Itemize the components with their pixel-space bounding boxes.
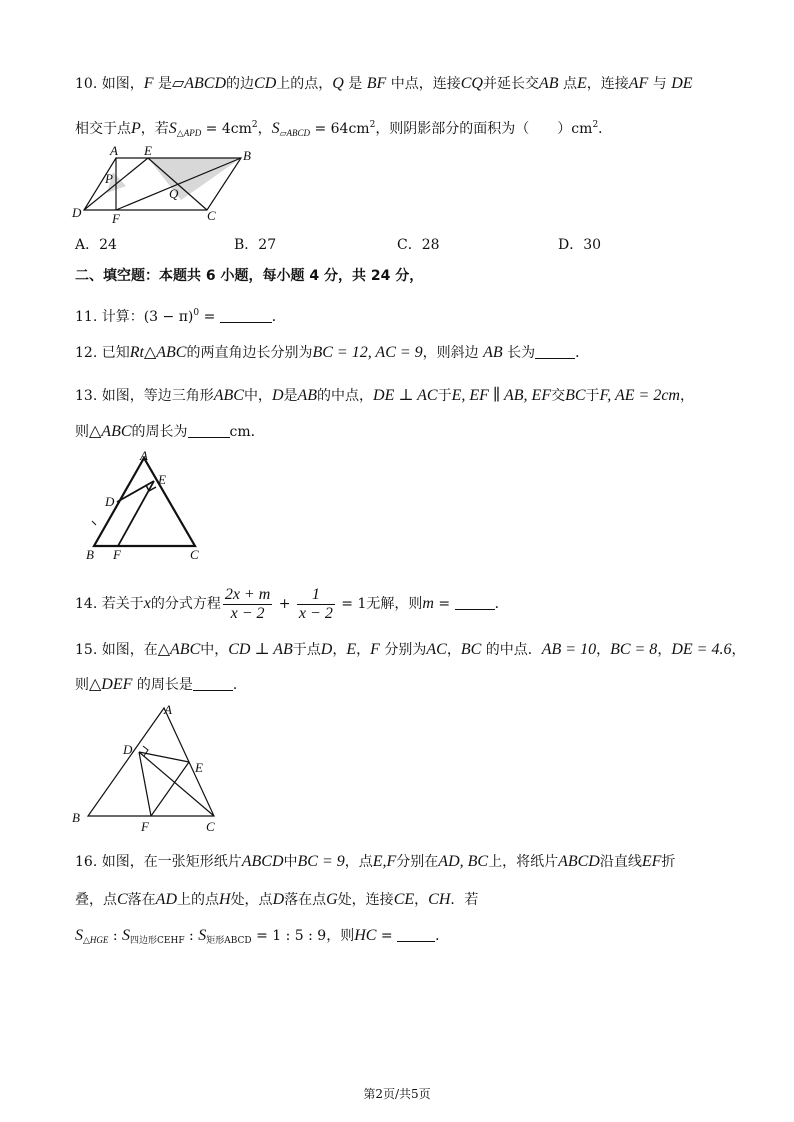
q16-line1 <box>75 852 675 872</box>
q15-line1 <box>75 640 745 660</box>
q11 <box>75 303 286 327</box>
q10-var: Q <box>332 75 344 92</box>
q13-label-c: C <box>190 547 199 562</box>
q15-label-a: A <box>164 702 172 717</box>
q16-text: 分别在 <box>396 854 439 870</box>
q15-text: ． <box>232 677 247 693</box>
q16-ratio: = 1 : 5 : 9 <box>251 928 327 944</box>
q10-parallelogram: ▱ABCD <box>171 75 227 92</box>
q14-text: ． <box>494 596 509 612</box>
q10-var: AB <box>538 75 559 92</box>
q15-text: ， <box>356 642 371 658</box>
q16-line2 <box>75 890 478 910</box>
q10-text: ，则阴影部分的面积为（ ）cm <box>375 121 593 137</box>
q10-text: 并延长交 <box>482 76 539 92</box>
q16-text: 处，连接 <box>337 892 394 908</box>
q16-text: 中 <box>283 854 298 870</box>
q15-text: ， <box>332 642 347 658</box>
q10-number: 10. 如图， <box>75 76 144 92</box>
q10-label-c: C <box>207 208 216 223</box>
q16-value: BC = 9 <box>297 853 345 870</box>
q13-label-a: A <box>140 448 148 463</box>
q14 <box>75 584 509 624</box>
q16-var: D <box>272 891 285 908</box>
q14-var: x <box>143 595 151 612</box>
q16-var: AD, BC <box>438 853 489 870</box>
q13-text: ， <box>679 388 694 404</box>
q15-text: 的周长是 <box>132 677 193 693</box>
q16-var: G <box>326 891 338 908</box>
q16-var: CH <box>428 891 451 908</box>
q14-text: = 1 <box>336 596 367 612</box>
q16-answer-blank <box>397 927 435 942</box>
q12 <box>75 343 589 363</box>
q13-label-d: D <box>105 494 115 509</box>
q10-text: 是 <box>153 76 172 92</box>
q13-condition: F, AE = 2cm <box>599 387 680 404</box>
q13-var: AB <box>297 387 318 404</box>
q10-var: F <box>143 75 154 92</box>
q10-value: = 64cm <box>310 121 370 137</box>
q16-text: 处，点 <box>230 892 273 908</box>
q15-text: 中， <box>200 642 229 658</box>
q10-text: 点 <box>558 76 577 92</box>
q13-condition: DE ⊥ AC <box>373 387 438 404</box>
q13-text: 交 <box>551 388 566 404</box>
q15-label-c: C <box>206 819 215 834</box>
q12-text: ． <box>575 345 590 361</box>
q16-var: ABCD <box>241 853 284 870</box>
q15-text: 则 <box>75 677 89 693</box>
q10-choice-b: B．27 <box>234 237 277 253</box>
q13-text: cm． <box>229 424 265 440</box>
q15-var: E <box>346 641 357 658</box>
q16-line3 <box>75 926 449 951</box>
q15-text: ， <box>596 642 611 658</box>
q10-superscript: 2 <box>369 120 376 130</box>
q15-value: DE = 4.6 <box>671 641 732 658</box>
q16-text: ，点 <box>344 854 373 870</box>
q14-text: 14. 若关于 <box>75 596 144 612</box>
q16-var: ABCD <box>558 853 600 870</box>
q12-text: 长为 <box>502 345 536 361</box>
q10-label-a: A <box>110 143 118 158</box>
q15-var: BC <box>460 641 482 658</box>
q16-text: 上，将纸片 <box>488 854 559 870</box>
q10-figure <box>68 142 268 227</box>
q13-text: 则 <box>75 424 89 440</box>
q16-var: HC <box>354 927 377 944</box>
q10-text: ，若 <box>140 121 169 137</box>
q16-var: H <box>219 891 231 908</box>
q15-value: BC = 8 <box>610 641 658 658</box>
q10-text: 相交于点 <box>75 121 131 137</box>
q11-text: ． <box>271 309 286 325</box>
q16-text: : <box>184 928 199 944</box>
q13-text: 于 <box>585 388 600 404</box>
q13-line1 <box>75 386 694 406</box>
q14-numerator: 2x + m <box>224 585 271 603</box>
q15-text: ， <box>446 642 461 658</box>
q15-label-b: B <box>72 810 80 825</box>
q13-figure <box>80 446 210 568</box>
q13-var: BC <box>565 387 586 404</box>
q14-fraction-2 <box>297 586 335 623</box>
q15-line2 <box>75 675 247 695</box>
q10-label-f: F <box>112 211 120 226</box>
q15-label-e: E <box>195 760 203 775</box>
q11-answer-blank <box>220 308 272 323</box>
q14-var: m <box>422 595 434 612</box>
q11-exponent: 0 <box>193 308 200 318</box>
q15-right-angle-mark <box>143 746 148 756</box>
q14-fraction-1 <box>223 586 272 623</box>
q14-text: = <box>433 596 455 612</box>
q13-text: 13. 如图，等边三角形 <box>75 388 214 404</box>
q12-text: ，则斜边 <box>422 345 484 361</box>
q15-text: ， <box>657 642 672 658</box>
section-heading: 二、填空题：本题共 6 小题，每小题 4 分，共 24 分， <box>75 268 424 284</box>
q13-tick-mark <box>92 521 96 525</box>
q13-var: ABC <box>213 387 244 404</box>
q15-text: ， <box>731 642 746 658</box>
q16-var: CE <box>393 891 415 908</box>
q16-text: 沿直线 <box>599 854 642 870</box>
q10-label-d: D <box>72 205 82 220</box>
q15-label-d: D <box>123 742 133 757</box>
q10-superscript: 2 <box>251 120 258 130</box>
q13-answer-blank <box>188 423 230 438</box>
q10-text: 中点，连接 <box>386 76 461 92</box>
q10-text: ． <box>598 121 613 137</box>
q13-triangle: △ABC <box>89 423 132 440</box>
q10-area-symbol: S <box>168 120 177 137</box>
q16-area-symbol: S <box>198 927 207 944</box>
q11-text: = <box>199 309 220 325</box>
q14-answer-blank <box>455 595 495 610</box>
q10-var: E <box>576 75 587 92</box>
q11-text: 11. 计算： <box>75 309 144 325</box>
q16-text: 落在 <box>127 892 156 908</box>
q10-subscript: △APD <box>176 128 202 138</box>
q15-text: 于点 <box>292 642 321 658</box>
q16-text: ． <box>435 928 450 944</box>
q10-value: = 4cm <box>201 121 252 137</box>
q15-figure <box>68 700 228 838</box>
q15-segment-de <box>139 752 189 762</box>
q13-label-f: F <box>113 547 121 562</box>
q16-text: : <box>108 928 123 944</box>
q16-subscript: △HGE <box>83 935 109 945</box>
q10-choice-a: A．24 <box>75 237 117 253</box>
q14-numerator: 1 <box>297 586 335 605</box>
q16-text: 叠，点 <box>75 892 117 908</box>
q13-label-e: E <box>158 472 166 487</box>
q10-var: CD <box>254 75 277 92</box>
q12-triangle: Rt△ABC <box>129 344 187 361</box>
q10-choice-d: D．30 <box>558 237 602 253</box>
q16-text: ．若 <box>450 892 479 908</box>
q16-var: C <box>117 891 128 908</box>
q13-text: 是 <box>283 388 298 404</box>
q16-text: = <box>376 928 398 944</box>
q10-label-q: Q <box>169 186 179 201</box>
q12-text: 的两直角边长分别为 <box>186 345 313 361</box>
q10-label-b: B <box>243 148 251 163</box>
q13-label-b: B <box>86 547 94 562</box>
page-footer: 第2页/共5页 <box>363 1087 431 1101</box>
q15-answer-blank <box>193 676 233 691</box>
q15-text: 分别为 <box>379 642 427 658</box>
q13-line2 <box>75 422 265 442</box>
q16-area-symbol: S <box>122 927 131 944</box>
q10-text: ，连接 <box>586 76 629 92</box>
q15-var: F <box>370 641 380 658</box>
q10-choice-c: C．28 <box>397 237 440 253</box>
q14-text: + <box>274 596 295 612</box>
q10-line2 <box>75 115 612 143</box>
q14-text: 的分式方程 <box>150 596 221 612</box>
q13-text: 于 <box>437 388 452 404</box>
q10-subscript: ▱ABCD <box>279 128 311 138</box>
q12-values: BC = 12, AC = 9 <box>312 344 423 361</box>
q16-subscript: 四边形CEHF <box>130 936 185 946</box>
q10-label-e: E <box>144 143 152 158</box>
q10-superscript: 2 <box>592 120 599 130</box>
q11-expression: (3 − π) <box>143 309 194 325</box>
q15-var: AC <box>426 641 447 658</box>
q10-text: 的边 <box>226 76 255 92</box>
q15-triangle: △DEF <box>89 676 133 693</box>
q10-var: P <box>131 120 141 137</box>
q13-condition: E, EF ∥ AB, EF <box>451 387 552 404</box>
q10-text: ， <box>257 121 272 137</box>
q12-var: AB <box>483 344 503 361</box>
q10-line1 <box>75 74 693 94</box>
q16-text: ， <box>414 892 429 908</box>
q13-text: 的周长为 <box>131 424 188 440</box>
q15-triangle: △ABC <box>157 641 201 658</box>
q16-var: AD <box>155 891 177 908</box>
q10-text: 是 <box>343 76 367 92</box>
q10-var: AF <box>628 75 649 92</box>
q10-text: 与 <box>648 76 672 92</box>
q15-segment-ef <box>151 762 189 816</box>
q14-denominator: x − 2 <box>230 604 265 622</box>
q13-text: 中， <box>243 388 272 404</box>
q15-text: 15. 如图，在 <box>75 642 158 658</box>
q15-segment-df <box>139 752 151 816</box>
q10-var: DE <box>671 75 693 92</box>
q14-text: 无解，则 <box>366 596 423 612</box>
q15-var: D <box>320 641 333 658</box>
q12-text: 12. 已知 <box>75 345 130 361</box>
q12-answer-blank <box>535 344 575 359</box>
q10-var: BF <box>366 75 387 92</box>
q15-text: 的中点． <box>481 642 542 658</box>
q10-var: CQ <box>460 75 483 92</box>
q10-text: 上的点， <box>276 76 333 92</box>
q16-subscript: 矩形ABCD <box>206 936 252 946</box>
q15-value: AB = 10 <box>541 641 597 658</box>
q16-var: E,F <box>372 853 397 870</box>
q13-var: D <box>271 387 284 404</box>
q14-denominator: x − 2 <box>298 604 333 622</box>
q10-label-p: P <box>105 171 113 186</box>
q15-label-f: F <box>141 819 149 834</box>
q16-text: 折 <box>661 854 676 870</box>
q15-condition: CD ⊥ AB <box>228 641 293 658</box>
q16-text: 上的点 <box>177 892 219 908</box>
q10-area-symbol: S <box>271 120 280 137</box>
q13-text: 的中点， <box>317 388 374 404</box>
q16-text: 16. 如图，在一张矩形纸片 <box>75 854 242 870</box>
q16-var: EF <box>641 853 662 870</box>
q16-text: ，则 <box>326 928 355 944</box>
q16-text: 落在点 <box>284 892 327 908</box>
q16-area-symbol: S <box>75 927 83 944</box>
